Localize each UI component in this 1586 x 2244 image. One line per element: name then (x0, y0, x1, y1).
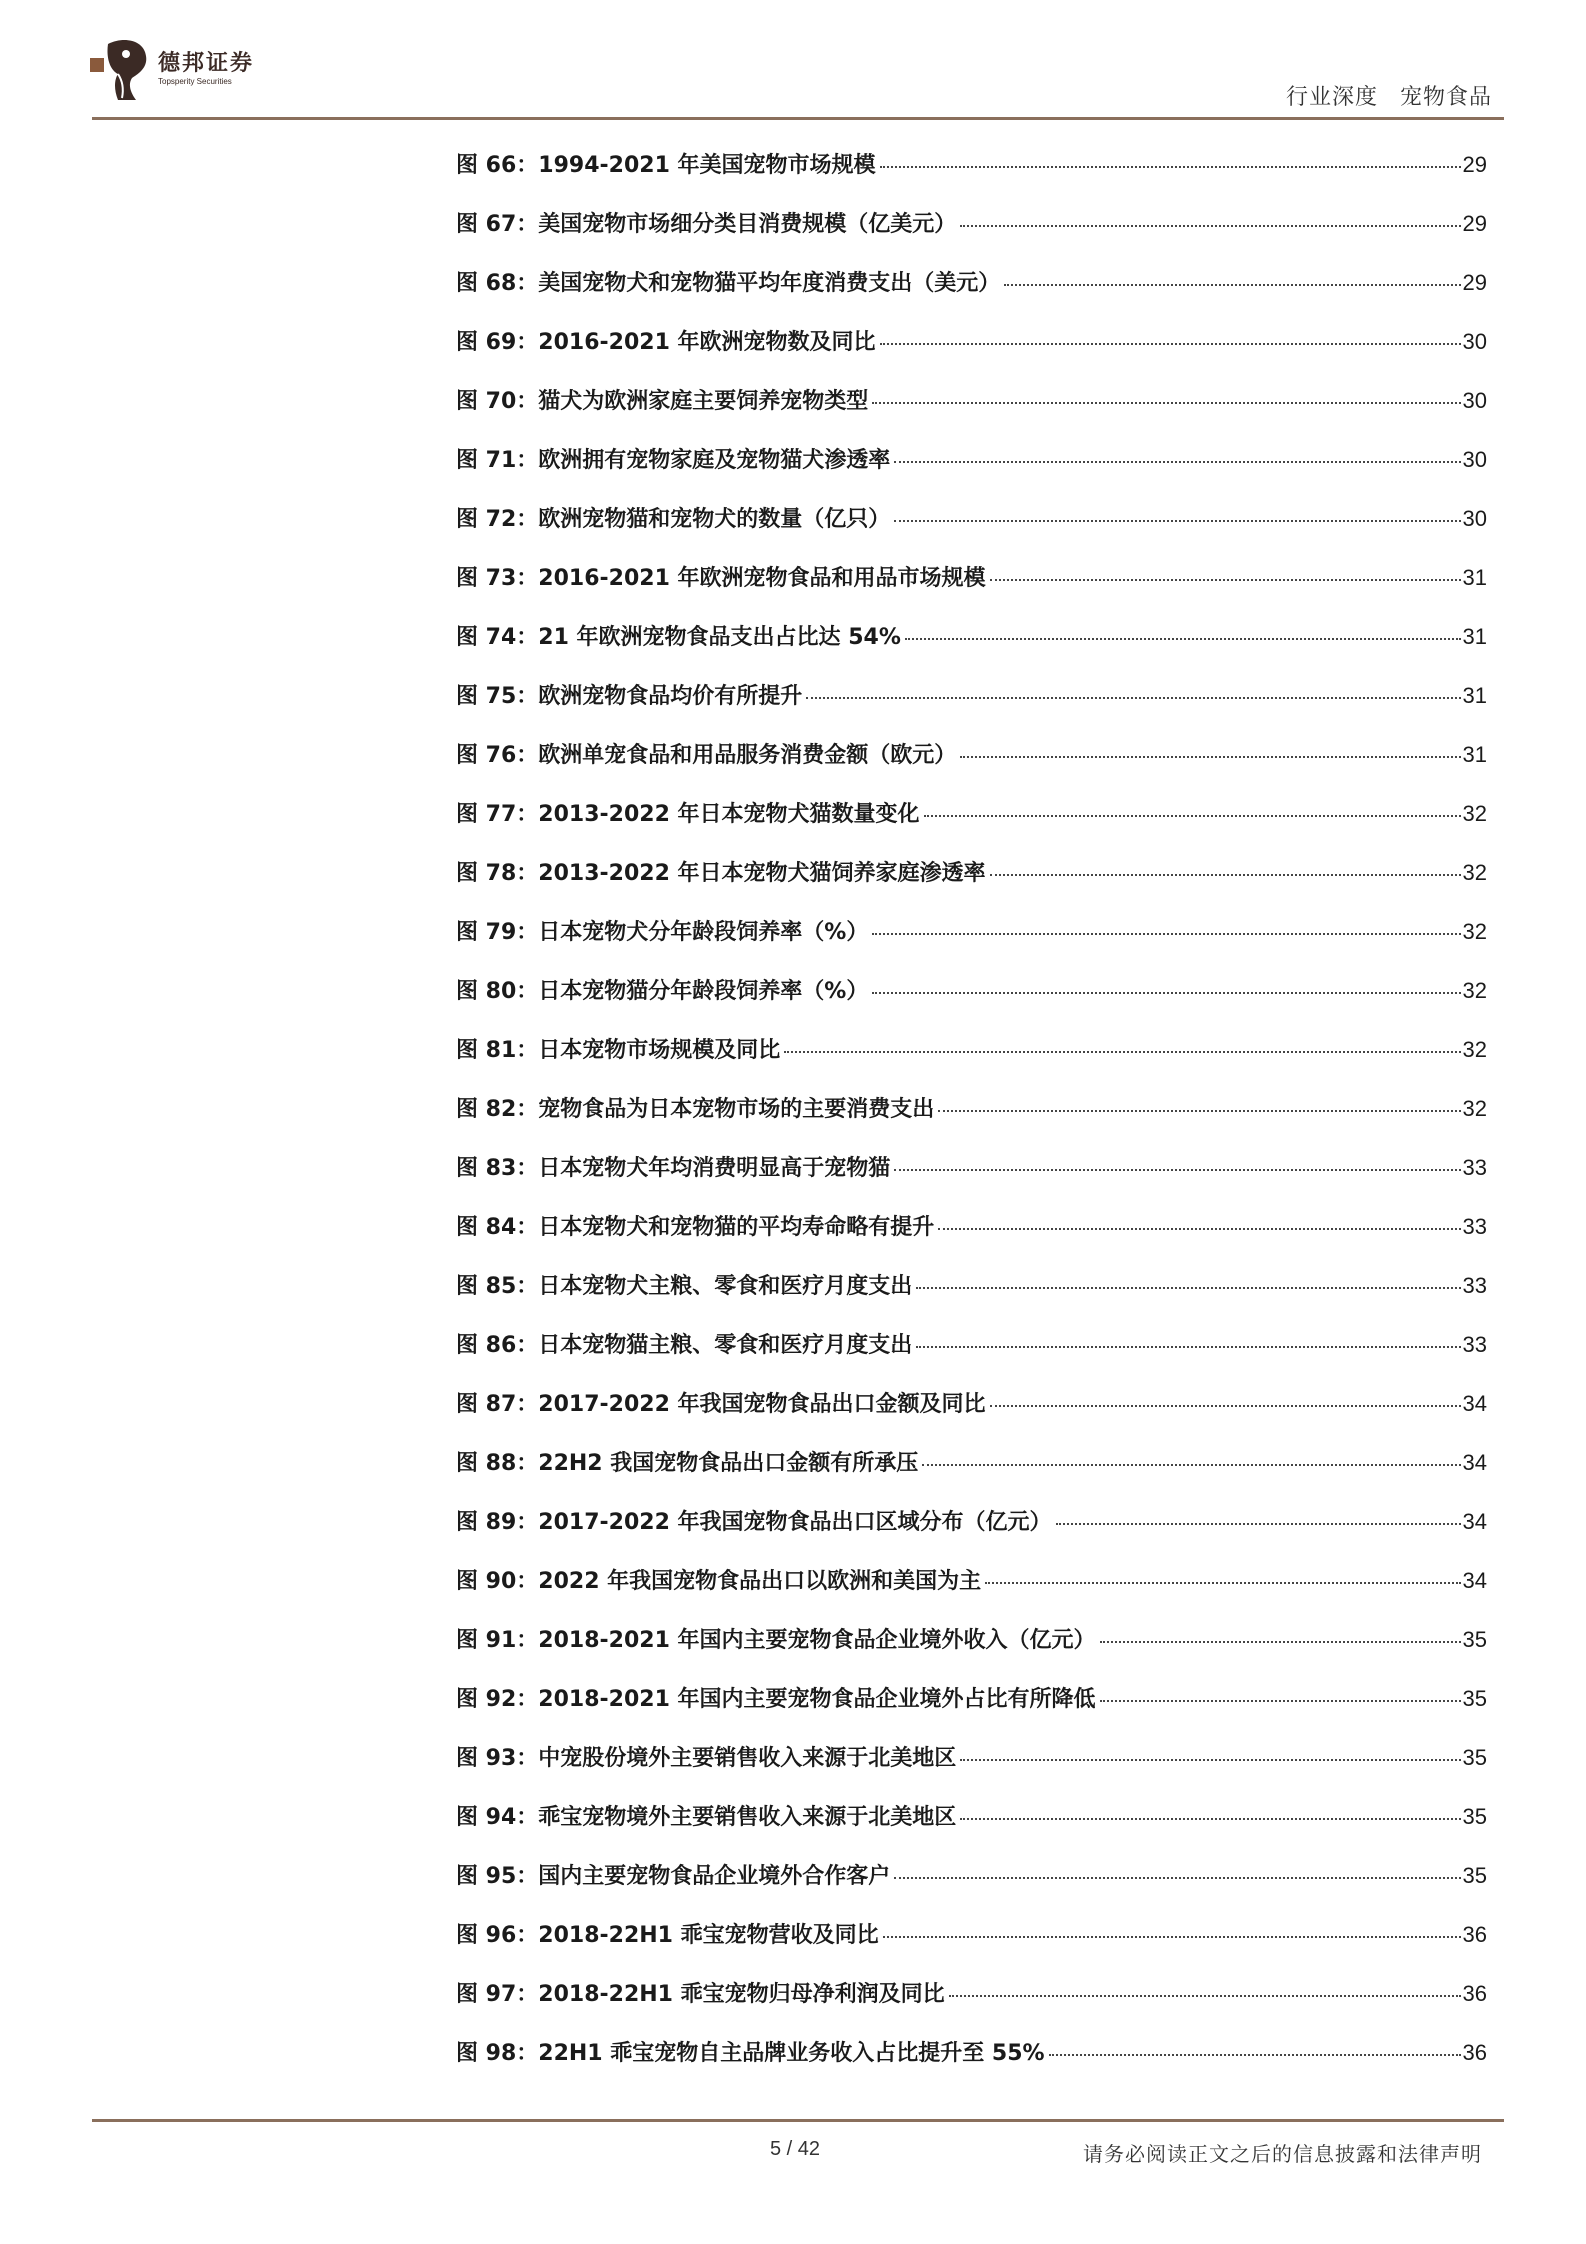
toc-entry-figure-label: 图 68： (456, 271, 539, 296)
company-name: 德邦证券 (158, 51, 255, 76)
toc-entry-title: 日本宠物犬分年龄段饲养率（%） (538, 920, 869, 945)
toc-entry-figure-label: 图 87： (456, 1392, 539, 1417)
toc-entry-figure-label: 图 97： (456, 1982, 539, 2007)
toc-entry-figure-label: 图 82： (456, 1097, 539, 1122)
toc-entry-leader (872, 992, 1460, 994)
toc-entry-page-number: 30 (1462, 388, 1487, 413)
toc-entry[interactable] (456, 1210, 1487, 1269)
toc-entry-title: 美国宠物市场细分类目消费规模（亿美元） (538, 212, 957, 237)
toc-entry-title: 日本宠物猫分年龄段饲养率（%） (538, 979, 869, 1004)
toc-entry-page-number: 33 (1462, 1214, 1487, 1239)
header-divider (92, 117, 1504, 120)
toc-entry-figure-label: 图 73： (456, 566, 539, 591)
toc-entry[interactable] (456, 207, 1487, 266)
toc-entry-figure-label: 图 84： (456, 1215, 539, 1240)
toc-entry-page-number: 32 (1462, 1096, 1487, 1121)
toc-entry-title: 2018-2021 年国内主要宠物食品企业境外收入（亿元） (538, 1628, 1096, 1653)
toc-entry-figure-label: 图 76： (456, 743, 539, 768)
logo-icon (88, 34, 150, 104)
toc-entry-page-number: 31 (1462, 565, 1487, 590)
toc-entry-page-number: 32 (1462, 919, 1487, 944)
toc-entry-title: 日本宠物猫主粮、零食和医疗月度支出 (538, 1333, 913, 1358)
company-name-en: Topsperity Securities (158, 77, 232, 86)
toc-entry-leader (880, 166, 1461, 168)
toc-entry-leader (990, 579, 1461, 581)
toc-entry-leader (960, 1818, 1460, 1820)
toc-entry-figure-label: 图 96： (456, 1923, 539, 1948)
toc-entry-title: 欧洲宠物猫和宠物犬的数量（亿只） (538, 507, 891, 532)
toc-entry-leader (894, 520, 1460, 522)
toc-entry-title: 2018-22H1 乖宝宠物归母净利润及同比 (538, 1982, 945, 2007)
toc-entry-title: 日本宠物犬和宠物猫的平均寿命略有提升 (538, 1215, 935, 1240)
toc-entry-page-number: 34 (1462, 1391, 1487, 1416)
toc-entry-figure-label: 图 89： (456, 1510, 539, 1535)
toc-entry-leader (949, 1995, 1461, 1997)
toc-entry-leader (938, 1110, 1460, 1112)
toc-entry-figure-label: 图 71： (456, 448, 539, 473)
toc-entry-page-number: 33 (1462, 1155, 1487, 1180)
toc-entry-title: 中宠股份境外主要销售收入来源于北美地区 (538, 1746, 957, 1771)
toc-entry-figure-label: 图 86： (456, 1333, 539, 1358)
toc-entry[interactable] (456, 915, 1487, 974)
toc-entry-page-number: 34 (1462, 1568, 1487, 1593)
toc-entry-page-number: 35 (1462, 1863, 1487, 1888)
toc-entry[interactable] (456, 1859, 1487, 1918)
toc-entry-page-number: 32 (1462, 801, 1487, 826)
toc-entry-title: 日本宠物犬年均消费明显高于宠物猫 (538, 1156, 891, 1181)
toc-entry[interactable] (456, 797, 1487, 856)
toc-entry-page-number: 35 (1462, 1627, 1487, 1652)
toc-entry-page-number: 32 (1462, 860, 1487, 885)
toc-entry[interactable] (456, 384, 1487, 443)
toc-entry[interactable] (456, 738, 1487, 797)
toc-entry-page-number: 29 (1462, 211, 1487, 236)
toc-entry-page-number: 29 (1462, 270, 1487, 295)
toc-entry-leader (894, 1877, 1460, 1879)
toc-entry-title: 美国宠物犬和宠物猫平均年度消费支出（美元） (538, 271, 1001, 296)
toc-entry-page-number: 32 (1462, 978, 1487, 1003)
toc-entry-leader (916, 1287, 1460, 1289)
toc-entry-title: 日本宠物市场规模及同比 (538, 1038, 781, 1063)
toc-entry-title: 欧洲拥有宠物家庭及宠物猫犬渗透率 (538, 448, 891, 473)
toc-entry-leader (916, 1346, 1460, 1348)
toc-entry-figure-label: 图 83： (456, 1156, 539, 1181)
figure-toc-list (456, 148, 1487, 2095)
page-indicator: 5 / 42 (770, 2138, 821, 2160)
toc-entry-figure-label: 图 80： (456, 979, 539, 1004)
report-topic: 宠物食品 (1399, 85, 1492, 110)
toc-entry-title: 乖宝宠物境外主要销售收入来源于北美地区 (538, 1805, 957, 1830)
toc-entry[interactable] (456, 561, 1487, 620)
toc-entry-title: 宠物食品为日本宠物市场的主要消费支出 (538, 1097, 935, 1122)
toc-entry[interactable] (456, 1741, 1487, 1800)
toc-entry-figure-label: 图 91： (456, 1628, 539, 1653)
toc-entry-figure-label: 图 90： (456, 1569, 539, 1594)
toc-entry-leader (880, 343, 1461, 345)
toc-entry[interactable] (456, 1977, 1487, 2036)
toc-entry-figure-label: 图 81： (456, 1038, 539, 1063)
disclaimer-text: 请务必阅读正文之后的信息披露和法律声明 (1083, 2142, 1482, 2166)
toc-entry-leader (960, 756, 1460, 758)
toc-entry-page-number: 34 (1462, 1509, 1487, 1534)
toc-entry-leader (922, 1464, 1460, 1466)
toc-entry-title: 日本宠物犬主粮、零食和医疗月度支出 (538, 1274, 913, 1299)
toc-entry-page-number: 30 (1462, 329, 1487, 354)
toc-entry-page-number: 35 (1462, 1745, 1487, 1770)
toc-entry[interactable] (456, 1800, 1487, 1859)
toc-entry-leader (905, 638, 1461, 640)
toc-entry-title: 2017-2022 年我国宠物食品出口区域分布（亿元） (538, 1510, 1052, 1535)
toc-entry-leader (960, 1759, 1460, 1761)
toc-entry-leader (990, 874, 1461, 876)
toc-entry-leader (938, 1228, 1460, 1230)
toc-entry-leader (1049, 2054, 1461, 2056)
toc-entry-figure-label: 图 85： (456, 1274, 539, 1299)
toc-entry-title: 2016-2021 年欧洲宠物食品和用品市场规模 (538, 566, 986, 591)
toc-entry-figure-label: 图 78： (456, 861, 539, 886)
toc-entry-leader (894, 461, 1460, 463)
toc-entry-figure-label: 图 67： (456, 212, 539, 237)
toc-entry[interactable] (456, 1505, 1487, 1564)
toc-entry-figure-label: 图 66： (456, 153, 539, 178)
toc-entry[interactable] (456, 1918, 1487, 1977)
toc-entry-figure-label: 图 74： (456, 625, 539, 650)
toc-entry[interactable] (456, 679, 1487, 738)
toc-entry-title: 2013-2022 年日本宠物犬猫饲养家庭渗透率 (538, 861, 986, 886)
toc-entry-page-number: 31 (1462, 683, 1487, 708)
toc-entry-figure-label: 图 98： (456, 2041, 539, 2066)
toc-entry-page-number: 34 (1462, 1450, 1487, 1475)
toc-entry[interactable] (456, 1092, 1487, 1151)
toc-entry-figure-label: 图 88： (456, 1451, 539, 1476)
toc-entry[interactable] (456, 2036, 1487, 2095)
toc-entry-figure-label: 图 70： (456, 389, 539, 414)
toc-entry-figure-label: 图 94： (456, 1805, 539, 1830)
toc-entry-title: 2022 年我国宠物食品出口以欧洲和美国为主 (538, 1569, 982, 1594)
toc-entry-page-number: 36 (1462, 1922, 1487, 1947)
toc-entry[interactable] (456, 974, 1487, 1033)
toc-entry-leader (872, 933, 1460, 935)
toc-entry-leader (985, 1582, 1460, 1584)
toc-entry[interactable] (456, 1682, 1487, 1741)
toc-entry-title: 22H1 乖宝宠物自主品牌业务收入占比提升至 55% (538, 2041, 1045, 2066)
toc-entry-page-number: 31 (1462, 742, 1487, 767)
toc-entry-title: 欧洲单宠食品和用品服务消费金额（欧元） (538, 743, 957, 768)
toc-entry[interactable] (456, 1623, 1487, 1682)
toc-entry-page-number: 35 (1462, 1686, 1487, 1711)
toc-entry-page-number: 30 (1462, 506, 1487, 531)
toc-entry-figure-label: 图 79： (456, 920, 539, 945)
toc-entry-figure-label: 图 95： (456, 1864, 539, 1889)
toc-entry-page-number: 30 (1462, 447, 1487, 472)
toc-entry-leader (1100, 1641, 1461, 1643)
toc-entry-title: 2016-2021 年欧洲宠物数及同比 (538, 330, 876, 355)
toc-entry-leader (924, 815, 1461, 817)
toc-entry[interactable] (456, 266, 1487, 325)
toc-entry-figure-label: 图 69： (456, 330, 539, 355)
toc-entry[interactable] (456, 1151, 1487, 1210)
report-category: 行业深度 (1285, 85, 1378, 110)
toc-entry[interactable] (456, 1269, 1487, 1328)
toc-entry-title: 猫犬为欧洲家庭主要饲养宠物类型 (538, 389, 869, 414)
toc-entry-leader (990, 1405, 1461, 1407)
toc-entry-title: 1994-2021 年美国宠物市场规模 (538, 153, 876, 178)
toc-entry-title: 2013-2022 年日本宠物犬猫数量变化 (538, 802, 920, 827)
toc-entry-title: 2018-22H1 乖宝宠物营收及同比 (538, 1923, 879, 1948)
toc-entry-page-number: 33 (1462, 1273, 1487, 1298)
toc-entry-page-number: 32 (1462, 1037, 1487, 1062)
toc-entry[interactable] (456, 443, 1487, 502)
toc-entry-figure-label: 图 72： (456, 507, 539, 532)
toc-entry-leader (960, 225, 1460, 227)
toc-entry-figure-label: 图 93： (456, 1746, 539, 1771)
toc-entry-leader (806, 697, 1460, 699)
toc-entry-title: 21 年欧洲宠物食品支出占比达 54% (538, 625, 901, 650)
header-tags (1286, 80, 1492, 111)
toc-entry[interactable] (456, 502, 1487, 561)
toc-entry-page-number: 33 (1462, 1332, 1487, 1357)
toc-entry[interactable] (456, 620, 1487, 679)
toc-entry-title: 2018-2021 年国内主要宠物食品企业境外占比有所降低 (538, 1687, 1096, 1712)
toc-entry-title: 欧洲宠物食品均价有所提升 (538, 684, 803, 709)
toc-entry-leader (894, 1169, 1460, 1171)
toc-entry-leader (872, 402, 1460, 404)
toc-entry-title: 2017-2022 年我国宠物食品出口金额及同比 (538, 1392, 986, 1417)
toc-entry-title: 22H2 我国宠物食品出口金额有所承压 (538, 1451, 919, 1476)
toc-entry[interactable] (456, 1446, 1487, 1505)
toc-entry-figure-label: 图 77： (456, 802, 539, 827)
toc-entry[interactable] (456, 1387, 1487, 1446)
toc-entry[interactable] (456, 1328, 1487, 1387)
toc-entry[interactable] (456, 856, 1487, 915)
footer-divider (92, 2119, 1504, 2122)
toc-entry[interactable] (456, 325, 1487, 384)
toc-entry-page-number: 36 (1462, 2040, 1487, 2065)
toc-entry-leader (784, 1051, 1460, 1053)
toc-entry-leader (1056, 1523, 1461, 1525)
toc-entry-page-number: 36 (1462, 1981, 1487, 2006)
toc-entry-leader (883, 1936, 1461, 1938)
toc-entry-page-number: 31 (1462, 624, 1487, 649)
toc-entry[interactable] (456, 1564, 1487, 1623)
toc-entry-page-number: 35 (1462, 1804, 1487, 1829)
toc-entry-title: 国内主要宠物食品企业境外合作客户 (538, 1864, 891, 1889)
company-logo (88, 34, 254, 104)
toc-entry[interactable] (456, 1033, 1487, 1092)
toc-entry-figure-label: 图 92： (456, 1687, 539, 1712)
toc-entry-page-number: 29 (1462, 152, 1487, 177)
toc-entry[interactable] (456, 148, 1487, 207)
toc-entry-leader (1100, 1700, 1461, 1702)
toc-entry-leader (1004, 284, 1460, 286)
toc-entry-figure-label: 图 75： (456, 684, 539, 709)
